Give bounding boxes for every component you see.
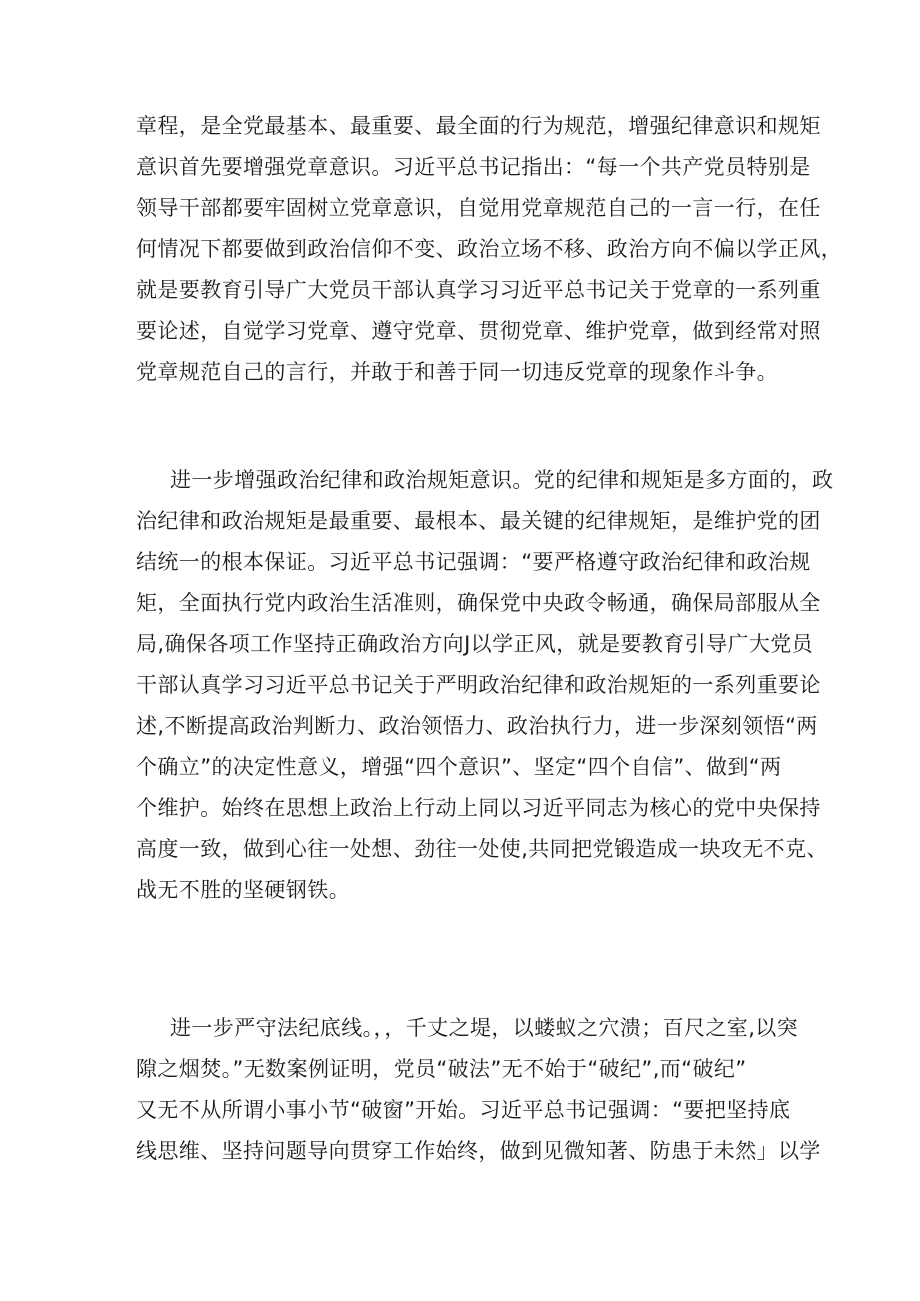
paragraph-legal-bottom-line	[136, 1008, 821, 1172]
text-line: 战无不胜的坚硬钢铁。	[136, 878, 350, 902]
text-line: 矩，全面执行党内政治生活准则，确保党中央政令畅通，确保局部服从全	[136, 591, 821, 615]
paragraph-party-constitution	[136, 106, 843, 393]
text-line: 又无不从所谓小事小节“破窗”开始。习近平总书记强调：“要把坚持底	[136, 1098, 791, 1122]
text-line: 治纪律和政治规矩是最重要、最根本、最关键的纪律规矩，是维护党的团	[136, 509, 821, 533]
text-line: 结统一的根本保证。习近平总书记强调：“要严格遵守政治纪律和政治规	[136, 550, 811, 574]
text-line: 线思维、坚持问题导向贯穿工作始终，做到见微知著、防患于未然」以学	[136, 1139, 821, 1163]
text-line: 党章规范自己的言行，并敢于和善于同一切违反党章的现象作斗争。	[136, 360, 778, 384]
paragraph-political-discipline	[136, 460, 834, 911]
text-line: 要论述，自觉学习党章、遵守党章、贯彻党章、维护党章，做到经常对照	[136, 319, 821, 343]
text-line: 何情况下都要做到政治信仰不变、政治立场不移、政治方向不偏以学正风，	[136, 237, 843, 261]
text-line: 述,不断提高政治判断力、政治领悟力、政治执行力，进一步深刻领悟“两	[136, 714, 818, 738]
text-line: 个确立”的决定性意义，增强“四个意识”、坚定“四个自信”、做到“两	[136, 755, 782, 779]
text-line: 意识首先要增强党章意识。习近平总书记指出：“每一个共产党员特别是	[136, 155, 811, 179]
text-line: 就是要教育引导广大党员干部认真学习习近平总书记关于党章的一系列重	[136, 278, 821, 302]
text-line: 局,确保各项工作坚持正确政治方向J以学正风，就是要教育引导广大党员	[136, 632, 814, 656]
text-line: 隙之烟焚。”无数案例证明，党员“破法”无不始于“破纪”,而“破纪”	[136, 1057, 747, 1081]
text-line: 章程，是全党最基本、最重要、最全面的行为规范，增强纪律意识和规矩	[136, 114, 821, 138]
text-line: 高度一致，做到心往一处想、劲往一处使,共同把党锻造成一块攻无不克、	[136, 837, 828, 861]
text-line: 个维护。始终在思想上政治上行动上同以习近平同志为核心的党中央保持	[136, 796, 821, 820]
text-line: 领导干部都要牢固树立党章意识，自觉用党章规范自己的一言一行，在任	[136, 196, 821, 220]
text-line: 进一步严守法纪底线。，，千丈之堤，以蝼蚁之穴溃；百尺之室,以突	[170, 1016, 799, 1040]
text-line: 干部认真学习习近平总书记关于严明政治纪律和政治规矩的一系列重要论	[136, 673, 821, 697]
text-line: 进一步增强政治纪律和政治规矩意识。党的纪律和规矩是多方面的，政	[170, 468, 834, 492]
